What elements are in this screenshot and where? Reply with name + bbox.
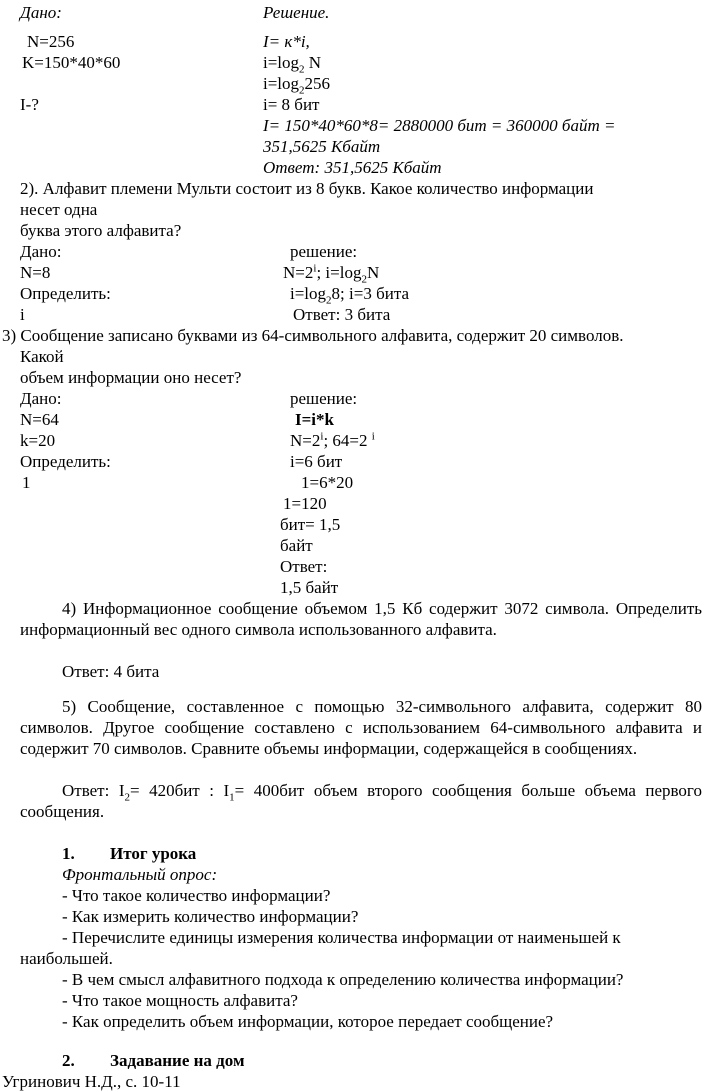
formula-line: бит= 1,5 (280, 515, 341, 534)
answer-2: Ответ: 3 бита (293, 305, 391, 324)
formula-line: $N=2^i$; 64=2 $^i$ (290, 430, 375, 450)
find-i: I-? (20, 95, 39, 114)
question-item: - Что такое мощность алфавита? (62, 991, 298, 1010)
problem-3-text: 3) Сообщение записано буквами из 64-символьного алфавита, содержит 20 символов. (2, 326, 624, 345)
section-title: Итог урока (110, 844, 197, 863)
formula-line: $i=\log_2256$ (263, 74, 331, 97)
question-item: - Перечислите единицы измерения количества информации от наименьшей к наибольшей. (20, 928, 621, 968)
problem-2-text: несет одна (20, 200, 98, 219)
formula-line: I=i*k (295, 410, 334, 429)
answer-3: 1,5 байт (280, 578, 339, 597)
answer-1: Ответ: 351,5625 Кбайт (263, 158, 442, 177)
answer-4: Ответ: 4 бита (62, 662, 160, 681)
formula-line: I= к*i, (263, 32, 310, 51)
formula-line: $i=\log_28$; i=3 бита (290, 284, 410, 307)
given-n: N=8 (20, 263, 51, 282)
question-item: - Как определить объем информации, которое передает сообщение? (62, 1012, 554, 1031)
answer-5: Ответ: $I_2= 420бит$ : $I_1= 400бит$ объем второго сообщения больше объема первого сообщения. (20, 781, 702, 821)
find-label: Определить: (20, 452, 111, 471)
homework-reference: Угринович Н.Д., с. 10-11 (2, 1072, 181, 1091)
problem-2-text: буква этого алфавита? (20, 221, 182, 240)
formula-line: $N=2^i$; $i=\log_2N$ (283, 262, 380, 286)
problem-5-text: 5) Сообщение, составленное с помощью 32-символьного алфавита, содержит 80 символов. Другое сообщение составлено с использованием 64-символьного алфавита и содержит 70 символов. Сравните объемы информации, содержащейся в сообщениях. (20, 697, 702, 758)
given-heading-2: Дано: (20, 242, 62, 261)
formula-line: I= 150*40*60*8= 2880000 бит = 360000 байт = (263, 116, 616, 135)
formula-line: 1=6*20 (301, 473, 354, 492)
question-item: - Как измерить количество информации? (62, 907, 359, 926)
formula-line: байт (280, 536, 313, 555)
formula-line: Ответ: (280, 557, 328, 576)
question-item: - Что такое количество информации? (62, 886, 331, 905)
problem-3-text: объем информации оно несет? (20, 368, 242, 387)
given-n: N=256 (27, 32, 75, 51)
formula-line: 1=120 (283, 494, 327, 513)
solution-heading-3: решение: (290, 389, 358, 408)
given-heading-1: Дано: (20, 3, 62, 22)
problem-3-text: Какой (20, 347, 64, 366)
formula-line: 351,5625 Кбайт (263, 137, 381, 156)
given-heading-3: Дано: (20, 389, 62, 408)
given-k: k=20 (20, 431, 56, 450)
problem-4-text: 4) Информационное сообщение объемом 1,5 Кб содержит 3072 символа. Определить информационный вес одного символа использованного алфавита. (20, 599, 702, 639)
section-title: Задавание на дом (110, 1051, 245, 1070)
formula-line: i= 8 бит (263, 95, 320, 114)
section-number: 1. (62, 844, 75, 863)
question-item: - В чем смысл алфавитного подхода к определению количества информации? (62, 970, 624, 989)
formula-line: $i=\log_2$ N (263, 53, 322, 76)
formula-line: i=6 бит (290, 452, 343, 471)
problem-2-text: 2). Алфавит племени Мульти состоит из 8 букв. Какое количество информации (20, 179, 594, 198)
solution-heading-2: решение: (290, 242, 358, 261)
given-k: K=150*40*60 (22, 53, 121, 72)
find-label: Определить: (20, 284, 111, 303)
section-number: 2. (62, 1051, 75, 1070)
survey-label: Фронтальный опрос: (62, 865, 218, 884)
solution-heading-1: Решение. (263, 3, 330, 22)
find-i: 1 (22, 473, 31, 492)
given-n: N=64 (20, 410, 59, 429)
find-i: i (20, 305, 25, 324)
